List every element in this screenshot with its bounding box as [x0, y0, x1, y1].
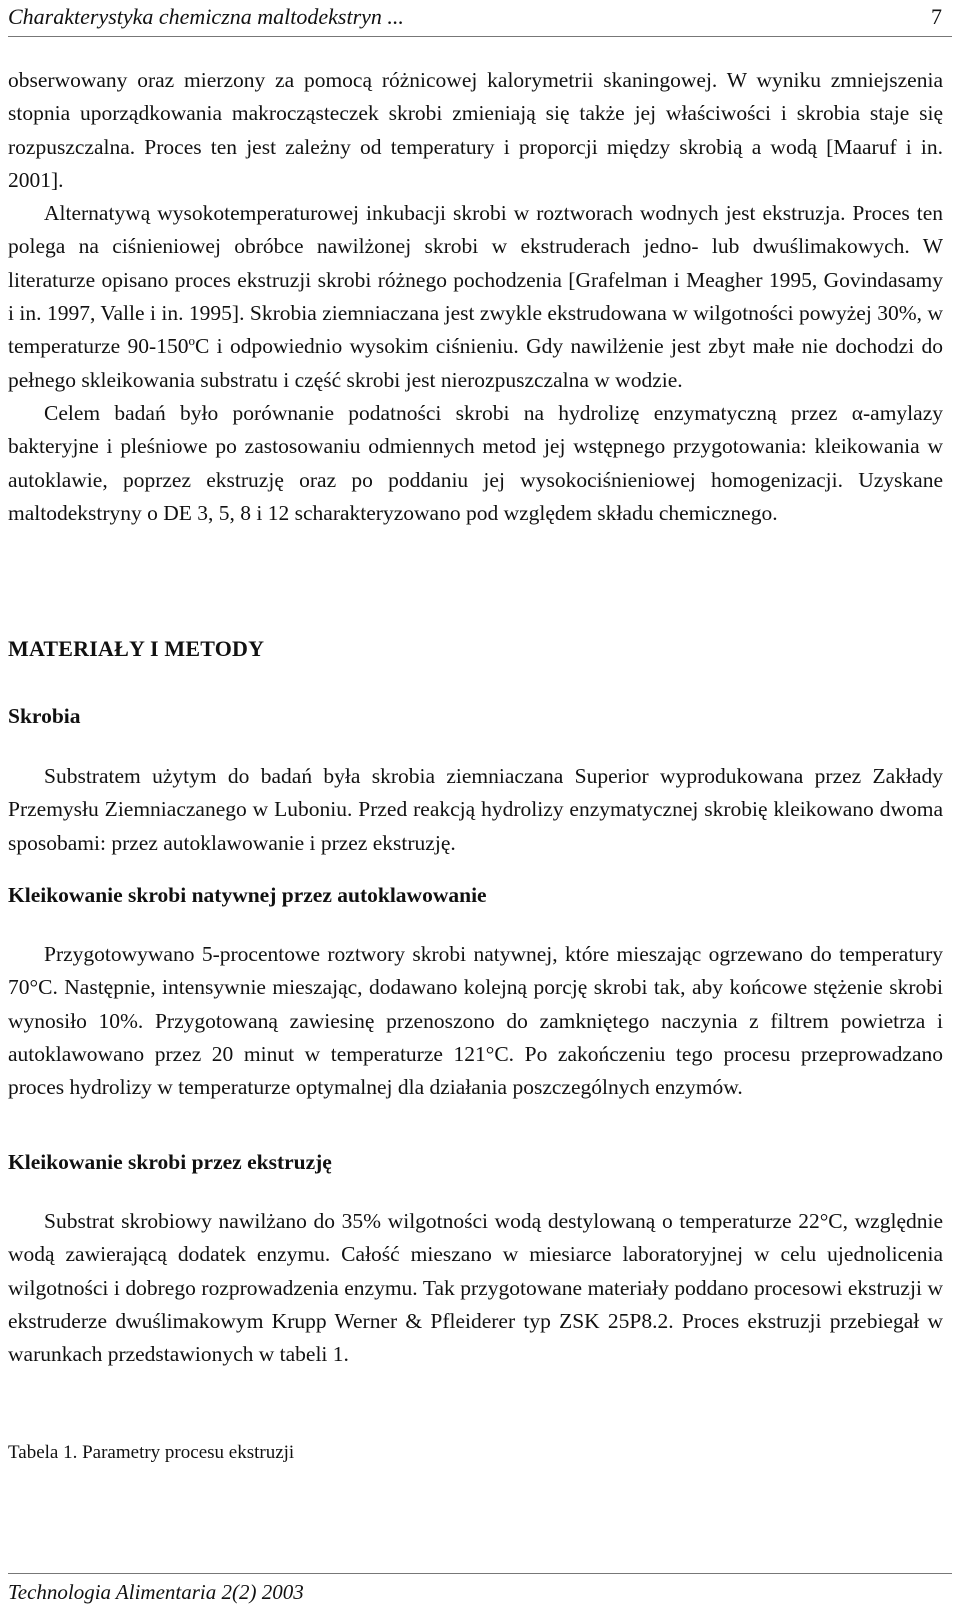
intro-paragraph-3: Celem badań było porównanie podatności skrobi na hydrolizę enzymatyczną przez α-amylazy bakteryjne i pleśniowe po zastosowaniu odmiennych metod jej wstępnego przygotowania: kleikowania w autoklawie, poprzez ekstruzję oraz po poddaniu jej wysokociśnieniowej homogenizacji. Uzyskane maltodekstryny o DE 3, 5, 8 i 12 scharakteryzowano pod względem składu chemicznego. — [8, 400, 943, 525]
intro-section — [8, 64, 943, 530]
autoclave-section — [8, 938, 943, 1104]
starch-paragraph: Substratem użytym do badań była skrobia ziemniaczana Superior wyprodukowana przez Zakłady Przemysłu Ziemniaczanego w Luboniu. Przed reakcją hydrolizy enzymatycznej skrobię kleikowano dwoma sposobami: przez autoklawowanie i przez ekstruzję. — [8, 764, 943, 855]
extrusion-paragraph: Substrat skrobiowy nawilżano do 35% wilgotności wodą destylowaną o temperaturze 22°C, względnie wodą zawierającą dodatek enzymu. Całość mieszano w miesiarce laboratoryjnej w celu ujednolicenia wilgotności i dobrego rozprowadzenia enzymu. Tak przygotowane materiały poddano procesowi ekstruzji w ekstruderze dwuślimakowym Krupp Werner & Pfleiderer typ ZSK 25P8.2. Proces ekstruzji przebiegał w warunkach przedstawionych w tabeli 1. — [8, 1209, 943, 1367]
starch-section — [8, 760, 943, 860]
page-number: 7 — [931, 4, 942, 29]
degree-superscript: o — [188, 333, 195, 349]
running-footer: Technologia Alimentaria 2(2) 2003 — [8, 1580, 304, 1604]
subheading-extrusion: Kleikowanie skrobi przez ekstruzję — [8, 1150, 332, 1174]
subheading-autoclave: Kleikowanie skrobi natywnej przez autoklawowanie — [8, 883, 487, 907]
footer-rule — [8, 1573, 952, 1574]
table-caption: Tabela 1. Parametry procesu ekstruzji — [8, 1442, 295, 1463]
intro-paragraph-2-part-a: Alternatywą wysokotemperaturowej inkubacji skrobi w roztworach wodnych jest ekstruzja. Proces ten polega na ciśnieniowej obróbce nawilżonej skrobi w ekstruderach jedno- lub dwuślimakowych. W literaturze opisano proces ekstruzji skrobi różnego pochodzenia [Grafelman i Meagher 1995, Govindasamy i in. 1997, Valle i in. 1995]. Skrobia ziemniaczana jest zwykle ekstrudowana w wilgotności powyżej 30%, w temperaturze 90-150 — [8, 201, 943, 359]
autoclave-paragraph: Przygotowywano 5-procentowe roztwory skrobi natywnej, które mieszając ogrzewano do temperatury 70°C. Następnie, intensywnie mieszając, dodawano kolejną porcję skrobi tak, aby końcowe stężenie skrobi wynosiło 10%. Przygotowaną zawiesinę przenoszono do zamkniętego naczynia z filtrem powietrza i autoklawowano przez 20 minut w temperaturze 121°C. Po zakończeniu tego procesu przeprowadzano proces hydrolizy w temperaturze optymalnej dla działania poszczególnych enzymów. — [8, 942, 943, 1100]
subheading-starch: Skrobia — [8, 704, 81, 728]
header-rule — [8, 36, 952, 37]
extrusion-section — [8, 1205, 943, 1371]
running-header — [8, 2, 952, 34]
intro-paragraph-1: obserwowany oraz mierzony za pomocą różnicowej kalorymetrii skaningowej. W wyniku zmniejszenia stopnia uporządkowania makrocząsteczek skrobi zmieniają się także jej właściwości i skrobia staje się rozpuszczalna. Proces ten jest zależny od temperatury i proporcji między skrobią a wodą [Maaruf i in. 2001]. — [8, 68, 943, 192]
intro-paragraph-2 — [8, 197, 943, 397]
section-heading-methods: MATERIAŁY I METODY — [8, 636, 265, 661]
running-header-title: Charakterystyka chemiczna maltodekstryn ... — [8, 4, 404, 29]
intro-paragraph-2-part-b: C i odpowiednio wysokim ciśnieniu. Gdy nawilżenie jest zbyt małe nie dochodzi do pełnego skleikowania substratu i część skrobi jest nierozpuszczalna w wodzie. — [8, 334, 943, 392]
